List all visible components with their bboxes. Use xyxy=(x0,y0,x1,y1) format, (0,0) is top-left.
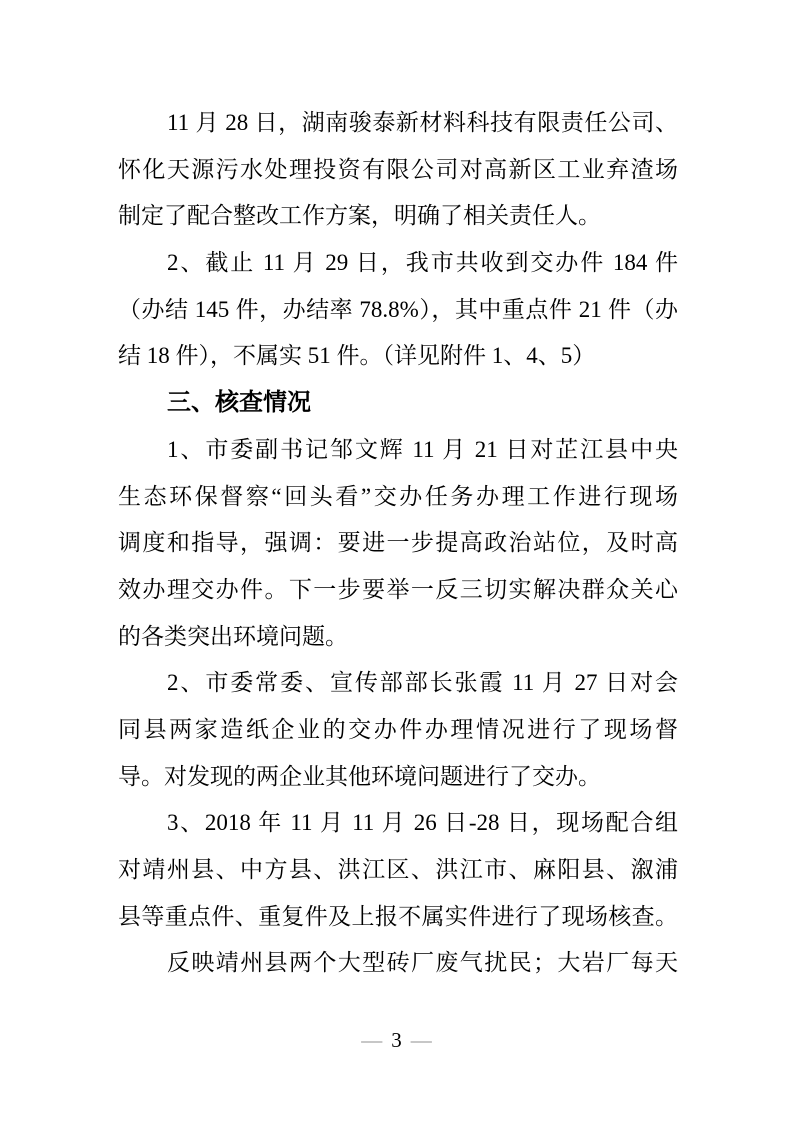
paragraph-line: 县等重点件、重复件及上报不属实件进行了现场核查。 xyxy=(118,903,678,929)
paragraph xyxy=(118,940,678,987)
paragraph xyxy=(118,240,678,380)
page-number: 3 xyxy=(391,1028,402,1052)
section-heading: 三、核查情况 xyxy=(167,389,311,417)
paragraph-line: 结 18 件），不属实 51 件。（详见附件 1、4、5） xyxy=(118,343,596,369)
section xyxy=(118,380,678,427)
paragraph xyxy=(118,660,678,800)
paragraph-line: 调度和指导，强调：要进一步提高政治站位，及时高 xyxy=(118,530,678,556)
paragraph-line: 2、截止 11 月 29 日，我市共收到交办件 184 件 xyxy=(167,250,678,276)
paragraph-line: 3、2018 年 11 月 11 月 26 日-28 日，现场配合组 xyxy=(167,810,678,836)
paragraph-line: 1、市委副书记邹文辉 11 月 21 日对芷江县中央 xyxy=(167,436,678,462)
paragraph xyxy=(118,427,678,660)
paragraph-line: 导。对发现的两企业其他环境问题进行了交办。 xyxy=(118,763,601,789)
paragraph-line: 效办理交办件。下一步要举一反三切实解决群众关心 xyxy=(118,576,678,602)
paragraph xyxy=(118,100,678,240)
paragraph-line: 同县两家造纸企业的交办件办理情况进行了现场督 xyxy=(118,716,678,742)
paragraph-line: （办结 145 件，办结率 78.8%），其中重点件 21 件（办 xyxy=(118,296,678,322)
paragraph-line: 2、市委常委、宣传部部长张霞 11 月 27 日对会 xyxy=(167,670,678,696)
paragraph-line: 生态环保督察“回头看”交办任务办理工作进行现场 xyxy=(118,483,678,509)
paragraph-line: 11 月 28 日，湖南骏泰新材料科技有限责任公司、 xyxy=(167,110,678,135)
paragraph-line: 怀化天源污水处理投资有限公司对高新区工业弃渣场 xyxy=(118,156,678,182)
document-body xyxy=(118,100,678,987)
paragraph xyxy=(118,800,678,940)
footer-dash-right-icon: — xyxy=(410,1028,432,1052)
paragraph-line: 的各类突出环境问题。 xyxy=(118,623,348,649)
paragraph-line: 制定了配合整改工作方案，明确了相关责任人。 xyxy=(118,203,601,229)
page-footer xyxy=(0,1026,793,1054)
paragraph-line: 反映靖州县两个大型砖厂废气扰民；大岩厂每天 xyxy=(167,950,678,976)
footer-dash-left-icon: — xyxy=(361,1028,383,1052)
paragraph-line: 对靖州县、中方县、洪江区、洪江市、麻阳县、溆浦 xyxy=(118,857,678,882)
